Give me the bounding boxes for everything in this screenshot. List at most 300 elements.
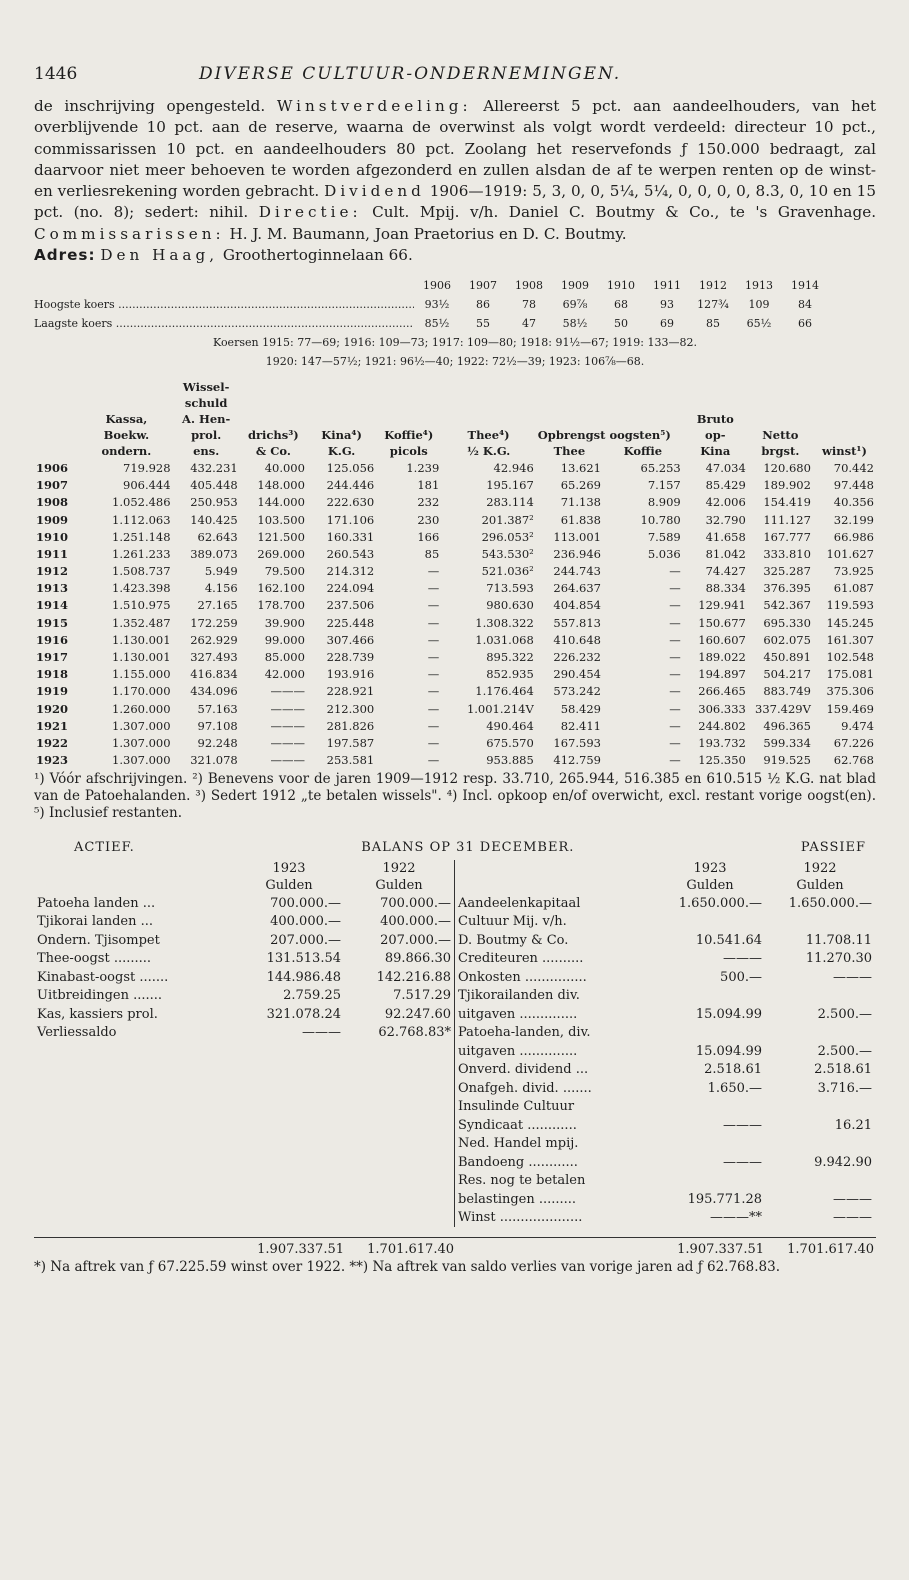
balance-row	[455, 1060, 875, 1079]
balance-years-row	[455, 860, 875, 877]
value-cell: 264.637	[553, 581, 601, 596]
value-cell: —	[669, 581, 681, 596]
year-cell: 1920	[36, 701, 69, 716]
balance-years-row	[34, 860, 454, 877]
balance-item-value: 321.078.24	[266, 1006, 341, 1022]
value-cell: 337.429V	[755, 701, 811, 716]
value-cell: 61.838	[560, 512, 601, 527]
value-cell: 230	[417, 512, 440, 527]
balance-row	[455, 1023, 875, 1042]
table-header-cell: Netto	[762, 428, 799, 443]
page-number: 1446	[34, 64, 78, 84]
table-header-cell	[603, 379, 683, 395]
balance-item-label: Insulinde Cultuur	[458, 1099, 575, 1114]
balance-item-value	[765, 912, 875, 931]
value-cell: 7.157	[647, 478, 681, 493]
value-cell: 145.245	[826, 615, 874, 630]
balance-row	[455, 912, 875, 931]
value-cell: 150.677	[698, 615, 746, 630]
value-cell: 162.100	[257, 581, 305, 596]
value-cell: 490.464	[486, 718, 534, 733]
text-inschrijving: de inschrijving opengesteld.	[34, 97, 266, 115]
text-street: Groothertoginnelaan 66.	[222, 246, 413, 265]
actief-side	[34, 860, 455, 1227]
value-cell: 82.411	[560, 718, 601, 733]
value-cell: 266.465	[698, 684, 746, 699]
table-header-cell: schuld	[184, 396, 228, 411]
balance-item-value	[655, 1097, 765, 1116]
balance-item-label: Cultuur Mij. v/h.	[458, 914, 567, 929]
value-cell: 47.034	[705, 460, 746, 475]
year-cell: 1917	[36, 650, 69, 665]
koersen-note-1: Koersen 1915: 77—69; 1916: 109—73; 1917: 109—80; 1918: 91½—67; 1919: 133—82.	[213, 336, 697, 350]
value-cell: 57.163	[197, 701, 238, 716]
value-cell: —	[427, 684, 440, 699]
balance-item-label: Onkosten ...............	[458, 969, 587, 985]
table-header-cell: Wissel-	[182, 380, 230, 395]
value-cell: 521.036²	[481, 564, 534, 579]
table-header-row	[34, 443, 876, 459]
value-cell: 244.802	[698, 718, 746, 733]
value-cell: 32.790	[705, 512, 746, 527]
table-header-cell	[536, 411, 603, 427]
table-header-cell	[34, 443, 80, 459]
balance-item-value: ———	[302, 1025, 341, 1040]
table-header-cell	[441, 411, 535, 427]
year-cell: 1914	[36, 598, 69, 613]
table-header-row	[34, 379, 876, 395]
table-header-cell	[240, 411, 307, 427]
value-cell: 1.307.000	[112, 753, 171, 768]
balance-item-value: ———	[723, 951, 762, 966]
value-cell: 895.322	[486, 650, 534, 665]
value-cell: 62.768	[833, 753, 874, 768]
table-header-row	[34, 411, 876, 427]
value-cell: 404.854	[553, 598, 601, 613]
value-cell: 269.000	[257, 546, 305, 561]
value-cell: 67.226	[833, 735, 874, 750]
table-header-cell: & Co.	[255, 444, 291, 459]
balance-item-value	[655, 1134, 765, 1153]
balance-row	[455, 1134, 875, 1153]
value-cell: 1.423.398	[112, 581, 171, 596]
year-cell: 1912	[36, 564, 69, 579]
balance-row	[455, 1005, 875, 1024]
value-cell: 195.167	[486, 478, 534, 493]
value-cell: 140.425	[190, 512, 238, 527]
value-cell: 695.330	[763, 615, 811, 630]
balance-item-value	[655, 986, 765, 1005]
value-cell: 1.260.000	[112, 701, 171, 716]
balance-item-label: Kas, kassiers prol.	[37, 1006, 158, 1022]
value-cell: 79.500	[264, 564, 305, 579]
balance-item-value: ———	[833, 969, 872, 985]
value-cell: 58.429	[560, 701, 601, 716]
value-cell: 172.259	[190, 615, 238, 630]
value-cell: 125.350	[698, 753, 746, 768]
balance-item-label: Bandoeng ............	[458, 1154, 578, 1170]
balance-item-value: 3.716.—	[817, 1080, 872, 1096]
value-cell: ———	[270, 701, 305, 716]
koers-cell: 78	[522, 298, 536, 312]
table-row	[34, 459, 876, 476]
balance-row	[34, 968, 454, 987]
year-cell: 1909	[561, 279, 589, 293]
koers-cell: 69	[660, 317, 674, 331]
value-cell: 13.621	[560, 460, 601, 475]
year-cell: 1906	[36, 460, 69, 475]
table-row	[34, 631, 876, 648]
balance-item-label: uitgaven ..............	[458, 1006, 578, 1022]
balance-item-value	[765, 986, 875, 1005]
heading-dividend: Dividend	[324, 182, 425, 201]
value-cell: 450.891	[763, 650, 811, 665]
value-cell: 713.593	[486, 581, 534, 596]
balance-item-value: ———**	[710, 1210, 762, 1225]
balance-sheet	[34, 840, 876, 1276]
page	[34, 60, 876, 1276]
balance-item-value	[655, 1171, 765, 1190]
value-cell: 412.759	[553, 753, 601, 768]
value-cell: 321.078	[190, 753, 238, 768]
balance-unit: Gulden	[375, 877, 423, 893]
koers-cell: 65½	[746, 317, 772, 331]
table-header-cell	[683, 379, 748, 395]
balance-item-value: 400.000.—	[270, 914, 341, 929]
balance-year: 1923	[272, 860, 306, 876]
value-cell: 102.548	[826, 650, 874, 665]
value-cell: —	[427, 701, 440, 716]
value-cell: 1.239	[406, 460, 440, 475]
table-header-row	[34, 427, 876, 443]
year-cell: 1909	[36, 512, 69, 527]
value-cell: 250.953	[190, 495, 238, 510]
value-cell: 113.001	[553, 529, 601, 544]
value-cell: ———	[270, 718, 305, 733]
value-cell: —	[427, 632, 440, 647]
total-left-1923: 1.907.337.51	[257, 1241, 344, 1257]
balance-item-value	[765, 1134, 875, 1153]
balance-item-value: 92.247.60	[384, 1006, 451, 1022]
value-cell: —	[669, 632, 681, 647]
koers-cell: 66	[798, 317, 812, 331]
value-cell: 296.053²	[481, 529, 534, 544]
year-cell: 1907	[36, 478, 69, 493]
value-cell: 181	[417, 478, 440, 493]
table-header-cell: A. Hen-	[182, 412, 231, 427]
value-cell: 161.307	[826, 632, 874, 647]
balance-item-value: 10.541.64	[695, 932, 762, 948]
value-cell: 244.446	[326, 478, 375, 493]
table-row	[34, 597, 876, 614]
table-header-cell	[376, 379, 441, 395]
value-cell: 121.500	[257, 529, 305, 544]
balance-item-value: 15.094.99	[695, 1043, 762, 1059]
table-row	[34, 752, 876, 769]
koers-cell: 93	[660, 298, 674, 312]
table-row	[34, 545, 876, 562]
koers-cell: 85½	[424, 317, 450, 331]
balance-item-value: ———	[723, 1154, 762, 1170]
balance-unit: Gulden	[686, 877, 734, 893]
table-header-cell: prol.	[191, 428, 222, 443]
financial-table-grid	[34, 379, 876, 768]
value-cell: 160.607	[698, 632, 746, 647]
value-cell: 119.593	[826, 598, 874, 613]
value-cell: 542.367	[763, 598, 811, 613]
balance-unit: Gulden	[265, 877, 313, 893]
balance-item-value: 700.000.—	[270, 895, 341, 911]
value-cell: 389.073	[190, 546, 238, 561]
hoogste-koers-row	[34, 295, 876, 314]
value-cell: 1.308.322	[475, 615, 534, 630]
value-cell: 1.031.068	[475, 632, 534, 647]
value-cell: 883.749	[763, 684, 811, 699]
balance-item-label: Tjikorai landen ...	[37, 914, 154, 929]
balance-year: 1922	[382, 860, 416, 876]
koers-cell: 109	[748, 298, 770, 312]
balance-item-label: D. Boutmy & Co.	[458, 932, 569, 948]
value-cell: 175.081	[826, 667, 874, 682]
hoogste-koers-label: Hoogste koers .....	[34, 298, 414, 311]
value-cell: 74.427	[705, 564, 746, 579]
balance-item-label: Patoeha-landen, div.	[458, 1025, 591, 1040]
table-header-cell	[748, 411, 813, 427]
text-winstverdeeling: Allereerst 5 pct. aan aandeelhouders, van het overblijvende 10 pct. aan de reserve, waarna de overwinst als volgt wordt verdeeld: directeur 10 pct., commissarissen 10 pct. en aandeelhouders 80 pct. Zoolang het reservefonds ƒ 150.000 bedraagt, zal daarvoor niet meer behoeven te worden afgezonderd en zullen alsdan de af te werpen renten op de winst- en verliesrekening worden gebracht.	[34, 97, 877, 201]
year-cell: 1911	[653, 279, 681, 293]
actief-table	[34, 860, 454, 1042]
table-row	[34, 511, 876, 528]
balance-item-value: 9.942.90	[814, 1154, 872, 1170]
balance-row	[455, 986, 875, 1005]
table-header-cell	[80, 395, 172, 411]
value-cell: 260.543	[326, 546, 375, 561]
balance-item-value: 207.000.—	[270, 932, 341, 948]
balance-title: BALANS OP 31 DECEMBER.	[361, 839, 575, 855]
value-cell: ———	[270, 684, 305, 699]
value-cell: —	[427, 735, 440, 750]
table-row	[34, 700, 876, 717]
value-cell: 432.231	[190, 460, 238, 475]
value-cell: 5.036	[647, 546, 681, 561]
value-cell: 97.108	[197, 718, 238, 733]
value-cell: 71.138	[560, 495, 601, 510]
balance-row	[34, 931, 454, 950]
value-cell: 65.253	[640, 460, 681, 475]
heading-adres: Adres:	[34, 246, 96, 265]
table-header-cell	[80, 379, 172, 395]
value-cell: 62.643	[197, 529, 238, 544]
table-header-cell: brgst.	[761, 444, 800, 459]
table-header-cell	[376, 395, 441, 411]
balance-item-value: 11.270.30	[805, 951, 872, 966]
balance-item-label: Ondern. Tjisompet	[37, 932, 160, 948]
year-cell: 1910	[36, 529, 69, 544]
value-cell: 599.334	[763, 735, 811, 750]
value-cell: 1.052.486	[112, 495, 171, 510]
table-header-cell: Bruto	[696, 412, 734, 427]
balance-row	[455, 1190, 875, 1209]
koers-years-row	[34, 276, 876, 295]
year-cell: 1916	[36, 632, 69, 647]
value-cell: 1.352.487	[112, 615, 171, 630]
table-header-cell	[307, 379, 376, 395]
balance-item-value: 7.517.29	[393, 988, 451, 1003]
value-cell: 228.739	[326, 650, 375, 665]
balance-item-value	[765, 1023, 875, 1042]
value-cell: 65.269	[560, 478, 601, 493]
laagste-koers-label: Laagste koers .....	[34, 317, 414, 330]
table-header-cell	[603, 411, 683, 427]
value-cell: 376.395	[763, 581, 811, 596]
value-cell: 99.000	[264, 632, 305, 647]
table-header-cell	[240, 395, 307, 411]
value-cell: 171.106	[326, 512, 375, 527]
value-cell: 167.777	[763, 529, 811, 544]
value-cell: 9.474	[841, 718, 874, 733]
balance-item-value: 195.771.28	[687, 1191, 762, 1207]
balance-item-label: Onafgeh. divid. .......	[458, 1080, 592, 1096]
balance-item-value: ———	[833, 1191, 872, 1207]
value-cell: 7.589	[647, 529, 681, 544]
value-cell: 201.387²	[481, 512, 534, 527]
value-cell: 85.429	[705, 478, 746, 493]
passief-side	[455, 860, 875, 1227]
value-cell: 1.251.148	[112, 529, 171, 544]
value-cell: 111.127	[763, 512, 811, 527]
value-cell: 719.928	[123, 460, 171, 475]
balance-item-label: Uitbreidingen .......	[37, 988, 163, 1003]
koers-cell: 47	[522, 317, 536, 331]
value-cell: 224.094	[326, 581, 375, 596]
value-cell: 125.056	[326, 460, 375, 475]
balance-row	[455, 1097, 875, 1116]
heading-commissarissen: Commissarissen:	[34, 224, 225, 243]
year-cell: 1921	[36, 718, 69, 733]
koers-cell: 84	[798, 298, 812, 312]
table-header-cell	[536, 395, 603, 411]
value-cell: —	[427, 650, 440, 665]
koersen-note-2: 1920: 147—57½; 1921: 96½—40; 1922: 72½—39; 1923: 106⅞—68.	[265, 355, 645, 369]
value-cell: 10.780	[640, 512, 681, 527]
balance-item-value: 700.000.—	[380, 895, 451, 911]
table-header-cell: K.G.	[327, 444, 356, 459]
value-cell: 193.916	[326, 667, 375, 682]
balance-item-value: 62.768.83*	[378, 1025, 451, 1040]
company-description	[34, 96, 876, 266]
value-cell: 42.006	[705, 495, 746, 510]
value-cell: 225.448	[326, 615, 375, 630]
value-cell: 953.885	[486, 753, 534, 768]
value-cell: —	[669, 564, 681, 579]
passief-heading: PASSIEF	[800, 839, 866, 855]
value-cell: 281.826	[326, 718, 375, 733]
value-cell: 193.732	[698, 735, 746, 750]
table-header-cell	[307, 411, 376, 427]
table-header-cell: Kina⁴)	[321, 428, 362, 443]
table-header-row	[34, 395, 876, 411]
table-header-cell	[603, 395, 683, 411]
year-cell: 1918	[36, 667, 69, 682]
value-cell: 39.900	[264, 615, 305, 630]
table-header-cell	[34, 395, 80, 411]
value-cell: 61.087	[833, 581, 874, 596]
value-cell: 42.946	[493, 460, 534, 475]
balance-row	[455, 968, 875, 987]
financial-table	[34, 379, 876, 768]
value-cell: 1.508.737	[112, 564, 171, 579]
table-row	[34, 477, 876, 494]
value-cell: 434.096	[190, 684, 238, 699]
table-header-cell: Boekw.	[103, 428, 150, 443]
balance-item-value: ———	[833, 1210, 872, 1225]
year-cell: 1911	[36, 546, 69, 561]
balance-item-value: 400.000.—	[380, 914, 451, 929]
value-cell: 405.448	[190, 478, 238, 493]
value-cell: —	[669, 735, 681, 750]
table-header-cell: winst¹)	[822, 444, 867, 459]
balance-row	[455, 1208, 875, 1227]
table-header-cell	[376, 411, 441, 427]
value-cell: 852.935	[486, 667, 534, 682]
value-cell: 290.454	[553, 667, 601, 682]
value-cell: —	[427, 564, 440, 579]
balance-item-value: 1.650.—	[707, 1080, 762, 1096]
table-header-cell	[34, 427, 80, 443]
balance-item-label: Aandeelenkapitaal	[458, 895, 581, 911]
balance-item-value: 15.094.99	[695, 1006, 762, 1022]
value-cell: 40.000	[264, 460, 305, 475]
value-cell: 226.232	[553, 650, 601, 665]
balance-row	[34, 894, 454, 913]
value-cell: 232	[417, 495, 440, 510]
year-cell: 1910	[607, 279, 635, 293]
table-header-cell: Thee	[553, 444, 586, 459]
balance-year: 1922	[803, 860, 837, 876]
balance-row	[455, 1079, 875, 1098]
year-cell: 1913	[36, 581, 69, 596]
value-cell: 120.680	[763, 460, 811, 475]
balance-item-value: 16.21	[834, 1117, 872, 1133]
table-header-cell: op-	[705, 428, 726, 443]
value-cell: —	[427, 598, 440, 613]
value-cell: 602.075	[763, 632, 811, 647]
value-cell: 85.000	[264, 650, 305, 665]
value-cell: 228.921	[326, 684, 375, 699]
value-cell: —	[427, 581, 440, 596]
value-cell: —	[669, 684, 681, 699]
balance-item-value	[765, 1097, 875, 1116]
value-cell: 496.365	[763, 718, 811, 733]
value-cell: 1.130.001	[112, 650, 171, 665]
koers-cell: 127¾	[697, 298, 729, 312]
value-cell: 167.593	[553, 735, 601, 750]
balance-totals	[34, 1237, 876, 1257]
value-cell: 27.165	[197, 598, 238, 613]
value-cell: 166	[417, 529, 440, 544]
year-cell: 1914	[791, 279, 819, 293]
table-header-cell: ½ K.G.	[466, 444, 511, 459]
koers-cell: 50	[614, 317, 628, 331]
koers-table	[34, 276, 876, 371]
value-cell: 97.448	[833, 478, 874, 493]
balance-row	[455, 1042, 875, 1061]
balance-item-value	[655, 1023, 765, 1042]
koers-cell: 85	[706, 317, 720, 331]
value-cell: 325.287	[763, 564, 811, 579]
value-cell: 129.941	[698, 598, 746, 613]
balance-item-label: Thee-oogst .........	[37, 951, 152, 966]
